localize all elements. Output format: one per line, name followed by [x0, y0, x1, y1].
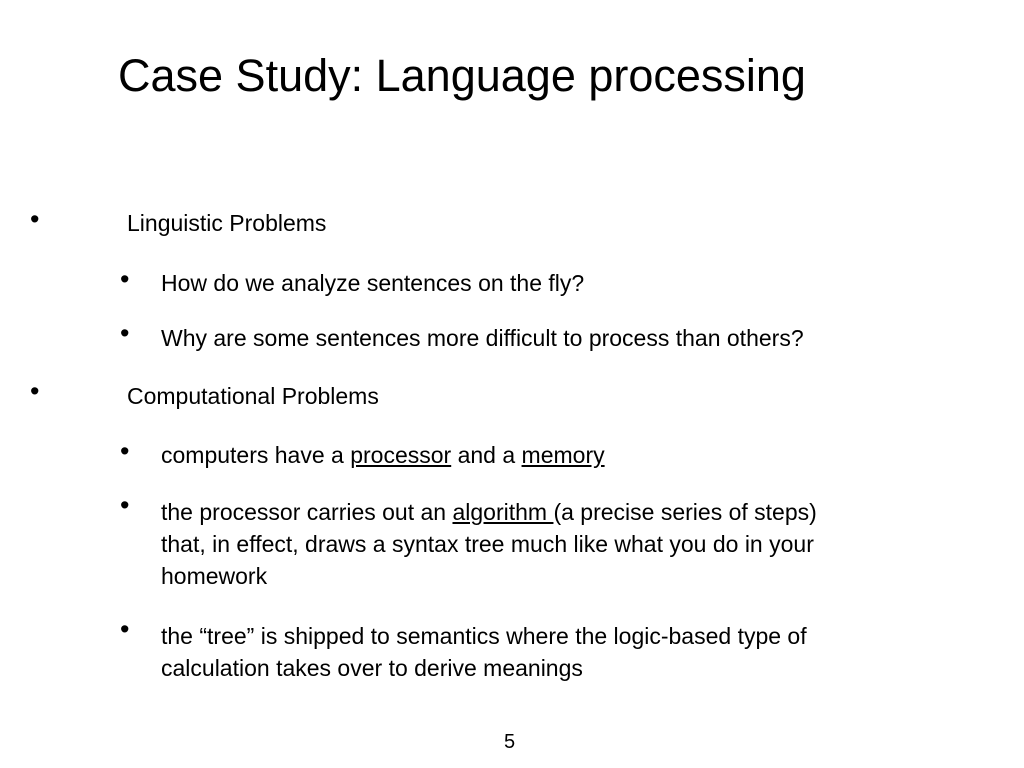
page-number: 5 — [504, 731, 516, 753]
term-processor: processor — [350, 442, 452, 468]
item-text: computers have a — [161, 442, 351, 468]
bullet-icon: • — [120, 436, 130, 466]
bullet-icon: • — [120, 490, 130, 520]
list-item: How do we analyze sentences on the fly? — [161, 270, 585, 296]
term-algorithm: algorithm — [452, 499, 554, 525]
list-item — [161, 439, 605, 471]
item-text: the processor carries out an — [161, 499, 453, 525]
section-heading-computational: Computational Problems — [127, 383, 379, 409]
bullet-icon: • — [120, 318, 130, 348]
list-item — [161, 620, 807, 684]
item-line: homework — [161, 563, 268, 589]
item-text: and a — [451, 442, 522, 468]
item-line: that, in effect, draws a syntax tree much like what you do in your — [161, 531, 814, 557]
item-text: (a precise series of steps) — [553, 499, 817, 525]
bullet-icon: • — [30, 376, 40, 406]
item-line: the “tree” is shipped to semantics where the logic-based type of — [161, 623, 807, 649]
bullet-icon: • — [30, 204, 40, 234]
bullet-icon: • — [120, 264, 130, 294]
slide-title: Case Study: Language processing — [118, 50, 806, 101]
section-heading-linguistic: Linguistic Problems — [127, 210, 327, 236]
bullet-icon: • — [120, 614, 130, 644]
term-memory: memory — [521, 442, 605, 468]
item-line: calculation takes over to derive meanings — [161, 655, 583, 681]
list-item — [161, 496, 817, 592]
list-item: Why are some sentences more difficult to process than others? — [161, 325, 804, 351]
item-line — [161, 496, 817, 528]
